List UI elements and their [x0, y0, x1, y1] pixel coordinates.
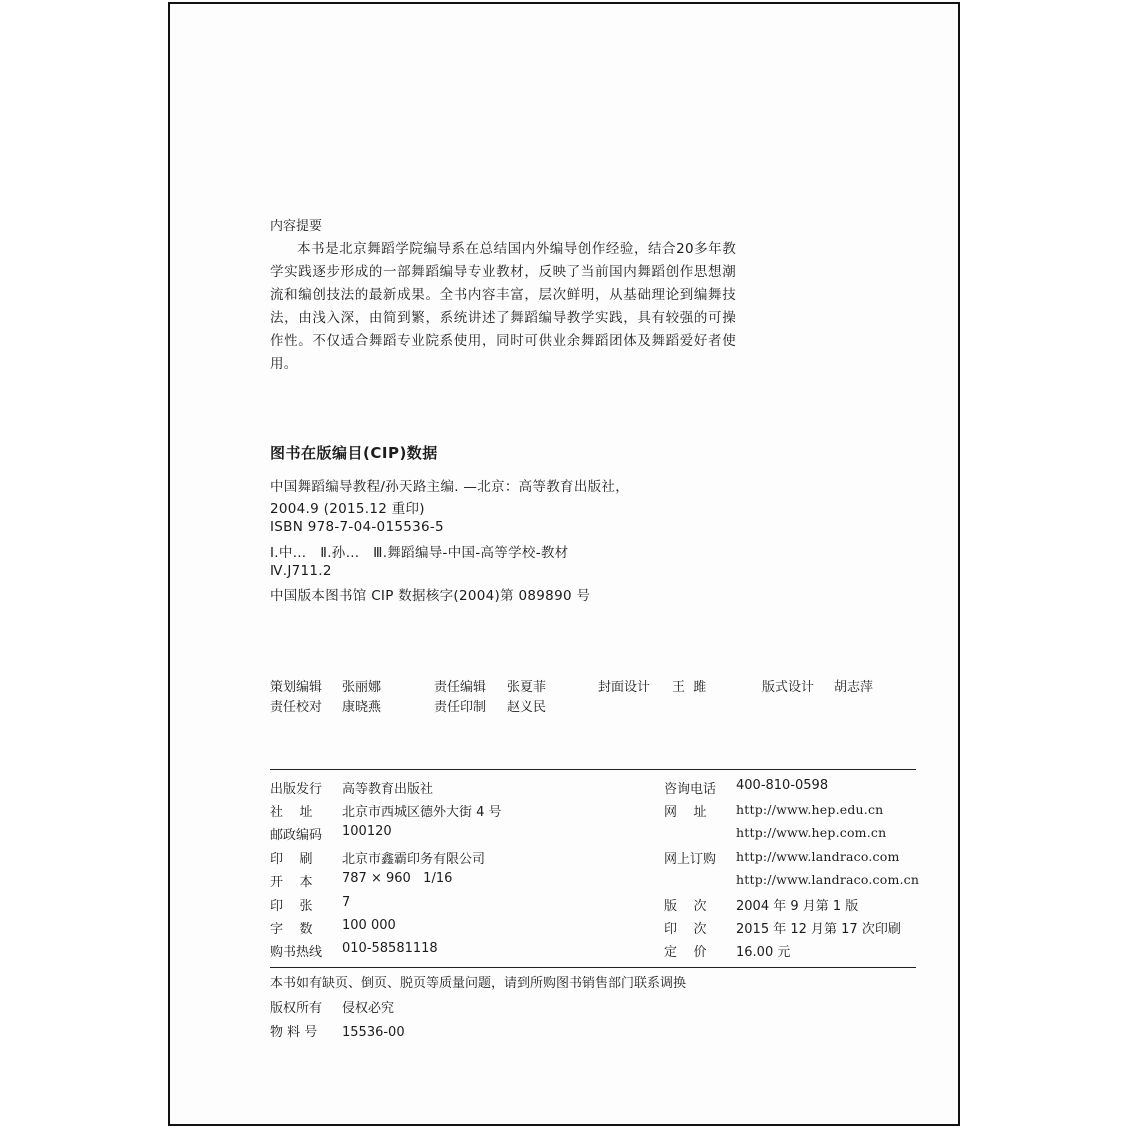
pub-value: 010-58581118	[342, 941, 438, 956]
credit-role: 版式设计	[762, 680, 815, 695]
pub-value: 100120	[342, 824, 392, 839]
pub-value: 2015 年 12 月第 17 次印刷	[736, 922, 901, 937]
pub-value: 7	[342, 895, 351, 910]
pub-label: 开 本	[270, 875, 313, 890]
pub-value: 高等教育出版社	[342, 782, 434, 797]
pub-value: 787 × 960 1/16	[342, 871, 453, 886]
pub-label: 网上订购	[664, 852, 717, 867]
divider	[270, 967, 916, 968]
pub-label: 出版发行	[270, 782, 323, 797]
credit-role: 封面设计	[598, 680, 651, 695]
pub-value: 100 000	[342, 918, 396, 933]
cip-title: 图书在版编目(CIP)数据	[270, 444, 438, 462]
pub-label: 字 数	[270, 922, 313, 937]
summary-paragraph: 本书是北京舞蹈学院编导系在总结国内外编导创作经验，结合20多年教学实践逐步形成的一部舞蹈编导专业教材，反映了当前国内舞蹈创作思想潮流和编创技法的最新成果。全书内容丰富，层次鲜明，从基础理论到编舞技法，由浅入深，由简到繁，系统讲述了舞蹈编导教学实践，具有较强的可操作性。不仅适合舞蹈专业院系使用，同时可供业余舞蹈团体及舞蹈爱好者使用。	[270, 241, 736, 372]
divider	[270, 769, 916, 770]
material-number: 15536-00	[342, 1025, 405, 1040]
material-label: 物 料 号	[270, 1025, 318, 1040]
credit-role: 策划编辑	[270, 680, 323, 695]
copyright-label: 版权所有	[270, 1001, 323, 1016]
credit-name: 赵义民	[507, 700, 547, 715]
cip-line: 2004.9 (2015.12 重印)	[270, 501, 425, 517]
website-link: http://www.landraco.com	[736, 849, 900, 864]
cip-line: ISBN 978-7-04-015536-5	[270, 519, 444, 535]
pub-label: 咨询电话	[664, 782, 717, 797]
cip-line: 中国版本图书馆 CIP 数据核字(2004)第 089890 号	[270, 588, 591, 604]
website-link: http://www.landraco.com.cn	[736, 872, 920, 887]
quality-notice: 本书如有缺页、倒页、脱页等质量问题，请到所购图书销售部门联系调换	[270, 976, 687, 991]
cip-line: Ⅰ.中… Ⅱ.孙… Ⅲ.舞蹈编导-中国-高等学校-教材	[270, 545, 569, 561]
credit-role: 责任印制	[434, 700, 487, 715]
pub-value: 400-810-0598	[736, 778, 829, 793]
credit-name: 康晓燕	[342, 700, 382, 715]
summary-heading: 内容提要	[270, 219, 323, 234]
pub-label: 社 址	[270, 805, 313, 820]
pub-label: 网 址	[664, 805, 707, 820]
credit-name: 张夏菲	[507, 680, 547, 695]
pub-label: 购书热线	[270, 945, 323, 960]
copyright-value: 侵权必究	[342, 1001, 395, 1016]
credit-name: 胡志萍	[834, 680, 874, 695]
pub-label: 邮政编码	[270, 828, 323, 843]
website-link: http://www.hep.edu.cn	[736, 802, 884, 817]
credit-name: 张丽娜	[342, 680, 382, 695]
pub-value: 北京市鑫霸印务有限公司	[342, 852, 486, 867]
pub-label: 印 次	[664, 922, 707, 937]
pub-label: 印 刷	[270, 852, 313, 867]
pub-value: 16.00 元	[736, 945, 791, 960]
cip-line: 中国舞蹈编导教程/孙天路主编. —北京：高等教育出版社，	[270, 479, 630, 495]
pub-label: 印 张	[270, 899, 313, 914]
credit-role: 责任编辑	[434, 680, 487, 695]
credit-role: 责任校对	[270, 700, 323, 715]
cip-line: Ⅳ.J711.2	[270, 563, 332, 579]
pub-value: 2004 年 9 月第 1 版	[736, 899, 859, 914]
pub-label: 定 价	[664, 945, 707, 960]
pub-label: 版 次	[664, 899, 707, 914]
website-link: http://www.hep.com.cn	[736, 825, 887, 840]
credit-name: 王 雎	[672, 680, 707, 695]
pub-value: 北京市西城区德外大街 4 号	[342, 805, 502, 820]
